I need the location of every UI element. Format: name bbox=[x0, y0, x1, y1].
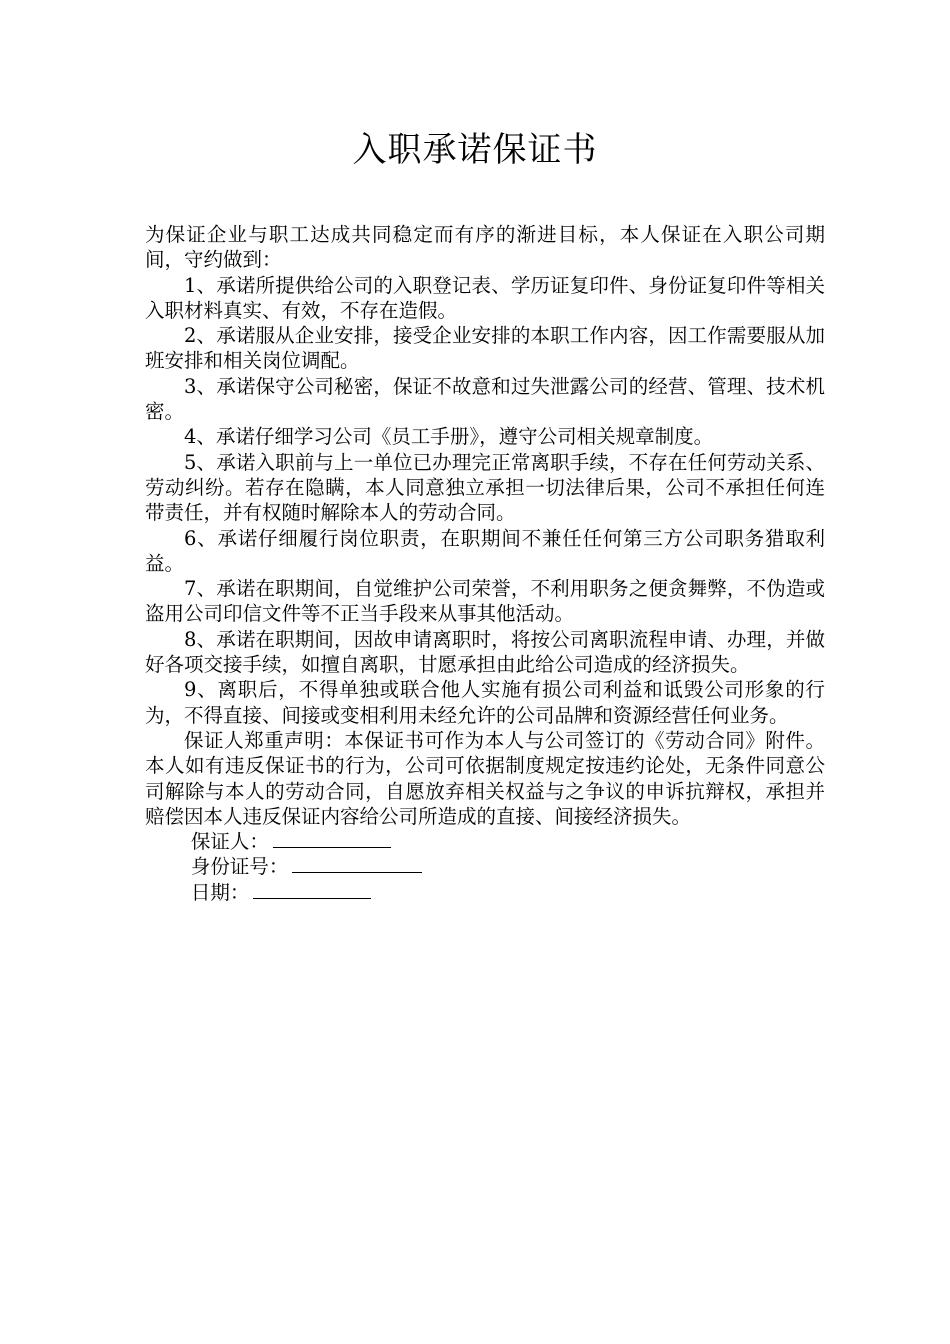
guarantor-label: 保证人： bbox=[190, 830, 269, 854]
commitment-item-4: 4、承诺仔细学习公司《员工手册》，遵守公司相关规章制度。 bbox=[184, 425, 714, 449]
date-label: 日期： bbox=[190, 880, 250, 904]
guarantor-line bbox=[145, 829, 825, 854]
commitment-item-5: 5、承诺入职前与上一单位已办理完正常离职手续，不存在任何劳动关系、劳动纠纷。若存在隐瞒，本人同意独立承担一切法律后果，公司不承担任何连带责任，并有权随时解除本人的劳动合同。 bbox=[145, 450, 825, 525]
commitment-item-7: 7、承诺在职期间，自觉维护公司荣誉，不利用职务之便贪舞弊，不伪造或盗用公司印信文件等不正当手段来从事其他活动。 bbox=[145, 577, 825, 626]
commitment-item-3: 3、承诺保守公司秘密，保证不故意和过失泄露公司的经营、管理、技术机密。 bbox=[145, 374, 825, 424]
commitment-item-6: 6、承诺仔细履行岗位职责，在职期间不兼任任何第三方公司职务猎取利益。 bbox=[145, 526, 825, 575]
document-body bbox=[145, 222, 825, 905]
commitment-item-9: 9、离职后，不得单独或联合他人实施有损公司利益和诋毁公司形象的行为，不得直接、间接或变相利用未经允许的公司品牌和资源经营任何业务。 bbox=[145, 678, 825, 727]
commitment-item-1: 1、承诺所提供给公司的入职登记表、学历证复印件、身份证复印件等相关入职材料真实、有效，不存在造假。 bbox=[145, 273, 825, 322]
id-number-label: 身份证号： bbox=[190, 855, 289, 879]
id-number-blank bbox=[292, 854, 422, 873]
commitment-item-8: 8、承诺在职期间，因故申请离职时，将按公司离职流程申请、办理，并做好各项交接手续，如擅自离职，甘愿承担由此给公司造成的经济损失。 bbox=[145, 627, 825, 677]
declaration-paragraph: 保证人郑重声明：本保证书可作为本人与公司签订的《劳动合同》附件。本人如有违反保证书的行为，公司可依据制度规定按违约论处，无条件同意公司解除与本人的劳动合同，自愿放弃相关权益与之争议的申诉抗辩权，承担并赔偿因本人违反保证内容给公司所造成的直接、间接经济损失。 bbox=[145, 728, 825, 828]
id-number-line bbox=[145, 854, 825, 879]
document-title: 入职承诺保证书 bbox=[352, 130, 598, 170]
date-line bbox=[145, 880, 825, 905]
commitment-item-2: 2、承诺服从企业安排，接受企业安排的本职工作内容，因工作需要服从加班安排和相关岗位调配。 bbox=[145, 324, 825, 373]
guarantor-blank bbox=[273, 829, 391, 848]
date-blank bbox=[253, 880, 371, 899]
intro-paragraph: 为保证企业与职工达成共同稳定而有序的渐进目标，本人保证在入职公司期间，守约做到： bbox=[145, 223, 825, 272]
